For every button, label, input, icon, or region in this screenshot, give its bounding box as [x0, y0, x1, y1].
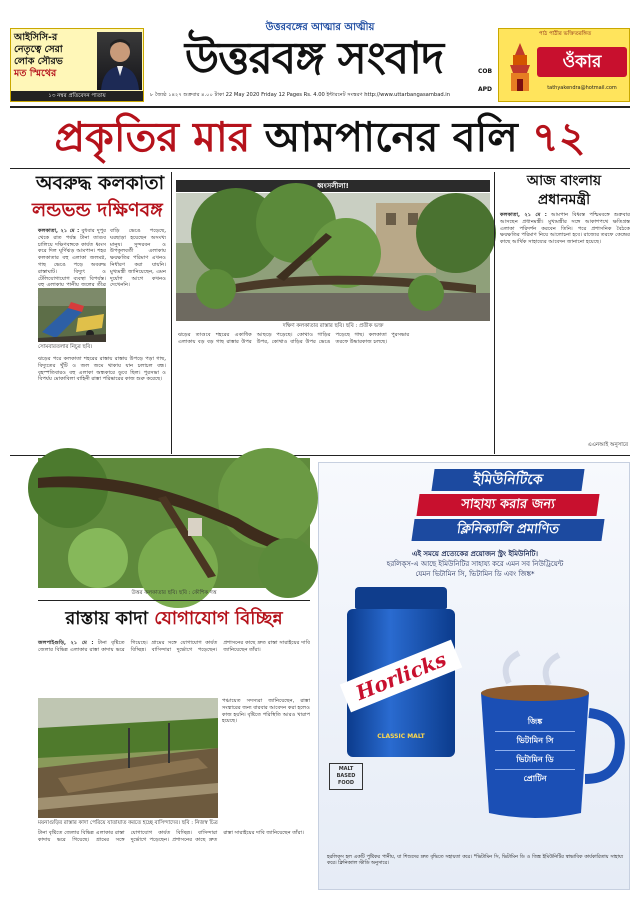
- ad-email[interactable]: tathyakendra@hotmail.com: [547, 85, 617, 91]
- headline-part2: আমপানের বলি: [264, 113, 518, 161]
- story-bottom-title-part2: যোগাযোগ বিচ্ছিন্ন: [154, 608, 283, 629]
- jar-body: [347, 609, 455, 757]
- promo-portrait: [97, 32, 142, 90]
- center-photo-fallen-tree[interactable]: [176, 193, 490, 321]
- lead-text: বুধবার দুপুর থেকে রাত পর্যন্ত টানা তাণ্ডব চালিয়ে দক্ষিণবঙ্গকে কার্যত ধ্বংস করে দিল ঘূর্ণিঝড় আমপান। শহর কলকাতার বহু এলাকা জলমগ্ন, গাছ ভেঙে পড়ে অবরুদ্ধ রাস্তাঘাট। বিদ্যুৎ ও টেলিযোগাযোগ ব্যবস্থা বিপর্যস্ত। বহু এলাকায় পানীয় জলের তীব্র: [38, 228, 107, 289]
- story-bottom-caption: ময়নাগুড়ির রাস্তার কাদা পেরিয়ে যাতায়াত করতে হচ্ছে বাসিন্দাদের। ছবি : নিজস্ব চিত্র: [38, 820, 218, 826]
- story-left-lead: [38, 228, 107, 289]
- photo-wrecked-bus[interactable]: [38, 288, 106, 342]
- story-bottom-extra: পঞ্চায়েত সদস্যরা জানিয়েছেন, রাস্তা সংস্কারের জন্য বারবার আবেদন করা হলেও কাজ হয়নি। বৃষ্টিতে পরিস্থিতি আরও খারাপ হয়েছে।: [222, 698, 310, 725]
- jar-label: CLASSIC MALT: [377, 733, 425, 740]
- ad-brand: ওঁকার: [537, 47, 627, 77]
- column-rule: [171, 172, 172, 454]
- cup-line: ভিটামিন ডি: [495, 751, 575, 770]
- promo-footer: ১৩ নম্বর প্রতিবেদন পাতায়: [11, 91, 143, 101]
- malt-badge: MALT BASED FOOD: [329, 763, 363, 790]
- temple-icon: [505, 41, 535, 93]
- ad-disclaimer: হরলিক্‌স হল একটি পুষ্টিকর পানীয়, যা শিশুদের দ্রুত বৃদ্ধিতে সহায়তা করে। *ভিটামিন সি, ভিটামিন ডি ও জিঙ্ক ইমিউনিটির স্বাভাবিক কার্যকারিতায় সাহায্য করে। ক্লিনিক্যাল স্টাডি অনুসারে।: [327, 855, 623, 867]
- section-rule: [10, 455, 630, 456]
- ad-headline: ক্লিনিক্যালি প্রমাণিত: [411, 519, 604, 541]
- promo-line: আইসিসি-র: [14, 32, 58, 43]
- masthead-title[interactable]: উত্তরবঙ্গ সংবাদ: [184, 33, 444, 84]
- ad-sub-line: যেমন ভিটামিন সি, ভিটামিন ডি এবং জিঙ্ক*: [415, 570, 535, 578]
- cup-line: জিঙ্ক: [495, 713, 575, 732]
- story-right-body: আমপান বিধ্বস্ত পশ্চিমবঙ্গে শুক্রবার আসছেন প্রধানমন্ত্রী। মুখ্যমন্ত্রীর সঙ্গে আকাশপথে ক্ষতিগ্রস্ত এলাকা পরিদর্শন করবেন তিনি। পরে প্রশাসনিক বৈঠকে ক্ষয়ক্ষতির পরিমাণ নিয়ে আলোচনা হবে। রাজ্যের তরফে কেন্দ্রের কাছে আর্থিক সাহায্যের আবেদন জানানো হয়েছে।: [500, 212, 631, 246]
- center-photo-text: ঝড়ের তাণ্ডবে শহরের একাধিক এলাকায় বড় বড় গাছ রাস্তার উপর আছড়ে পড়েছে। কোথাও গাড়ির উপর, কোথাও বাড়ির উপর ভেঙে পড়েছে গাছ। কলকাতা পুরসভার তরফে উদ্ধারকাজ চলছে।: [178, 332, 410, 345]
- promo-name: মত স্মিথের: [14, 68, 57, 79]
- horlicks-logo: Horlicks: [340, 640, 463, 713]
- cup-nutrients: [495, 713, 575, 788]
- story-right-title[interactable]: [498, 172, 630, 210]
- story-bottom-continued: টানা বৃষ্টিতে জেলার বিভিন্ন এলাকার রাস্তা কাদায় ভরে গিয়েছে। গ্রামের সঙ্গে যোগাযোগ কার্যত বিচ্ছিন্ন। বাসিন্দারা দুর্ভোগে পড়েছেন। প্রশাসনের কাছে দ্রুত রাস্তা সারাইয়ের দাবি জানিয়েছেন তাঁরা।: [38, 830, 304, 843]
- right-ad-box[interactable]: [498, 28, 630, 102]
- story-left-title[interactable]: অবরুদ্ধ কলকাতা: [36, 172, 165, 194]
- ad-subtext: [339, 549, 611, 579]
- promo-line: লোক সৌরভ: [14, 56, 63, 67]
- story-bottom-title-part1: রাস্তায় কাদা: [65, 608, 148, 629]
- left-promo-box[interactable]: [10, 28, 144, 102]
- story-bottom-text: [38, 640, 310, 696]
- column-rule: [494, 172, 495, 454]
- headline-part1: প্রকৃতির মার: [54, 113, 251, 161]
- photo-muddy-road[interactable]: [38, 698, 218, 818]
- story-bottom-body: টানা বৃষ্টিতে জেলার বিভিন্ন এলাকার রাস্তা কাদায় ভরে গিয়েছে। গ্রামের সঙ্গে যোগাযোগ কার্যত বিচ্ছিন্ন। বাসিন্দারা দুর্ভোগে পড়েছেন। প্রশাসনের কাছে দ্রুত রাস্তা সারাইয়ের দাবি জানিয়েছেন তাঁরা।: [38, 640, 310, 653]
- headline-rule: [10, 168, 630, 169]
- story-left-col2: বাড়ি ভেঙে পড়েছে, ঘরছাড়া হয়েছেন অসংখ্য মানুষ। সুন্দরবন ও উপকূলবর্তী এলাকায় ক্ষয়ক্ষতির পরিমাণ এখনও নির্ধারণ করা যায়নি। মুখ্যমন্ত্রী জানিয়েছেন, এমন দুর্যোগ আগে কখনও দেখেননি।: [110, 228, 166, 289]
- story-bottom-dateline: জলপাইগুড়ি, ২১ মে :: [38, 640, 94, 646]
- promo-text: [14, 32, 96, 80]
- story-bottom-title[interactable]: [38, 601, 310, 637]
- photo-caption-left: সোমবারতলার নিচুর ছবি।: [38, 344, 93, 350]
- dateline: ৮ জ্যৈষ্ঠ ১৪২৭ শুক্রবার ৪.০০ টাকা 22 May 2020 Friday 12 Pages Rs. 4.00 ইন্টারনেট সংস্করণ http://www.uttarbangasambad.in: [150, 92, 451, 98]
- story-left-subtitle: লন্ডভন্ড দক্ষিণবঙ্গ: [32, 199, 163, 221]
- story-right-text: [500, 212, 630, 438]
- story-right-byline: এএনআই অনুসারে: [587, 442, 628, 448]
- center-photo-label: ধ্বংসলীলা!: [176, 180, 490, 192]
- ad-sub-line: এই সময়ে প্রত্যেকের প্রয়োজন স্ট্রং ইমিউনিটি।: [412, 550, 538, 558]
- lead-dateline: কলকাতা, ২১ মে :: [38, 228, 80, 234]
- edition-code: APD: [478, 86, 493, 93]
- masthead-tagline: উত্তরবঙ্গের আত্মার আত্মীয়: [265, 22, 375, 33]
- ad-sub-line: হরলিক্‌স-এ আছে ইমিউনিটির সাহায্য করে এমন সব নিউট্রিয়েন্ট: [386, 560, 564, 568]
- ad-top-text: পাঠ পাঠীর ভক্তিতরঙ্গিত: [538, 31, 592, 37]
- mid-photo-fallen-tree[interactable]: [38, 458, 310, 588]
- headline-count: ৭২: [532, 113, 586, 161]
- jar-lid: [355, 587, 447, 609]
- story-right-title-line: প্রধানমন্ত্রী: [537, 192, 591, 208]
- ad-headline: ইমিউনিটিকে: [431, 469, 584, 491]
- mid-photo-caption: উত্তর কলকাতার ছবি। ছবি : কৌশিক দত্ত: [131, 590, 217, 596]
- edition-code: COB: [478, 68, 493, 75]
- story-left-bottom: ঝড়ের পরে কলকাতা শহরের রাস্তায় রাস্তায় উপড়ে পড়া গাছ, বিদ্যুতের খুঁটি ও জল জমে থাকায় যান চলাচল বন্ধ। বৃহস্পতিবারও বহু এলাকা অন্ধকারে ডুবে ছিল। পুরসভা ও বিপর্যয় মোকাবিলা বাহিনী রাস্তা পরিষ্কারের কাজ শুরু করেছে।: [38, 356, 166, 383]
- center-photo-caption: দক্ষিণ কলকাতার রাস্তার ছবি। ছবি : প্রতীক ভক্ত: [282, 323, 384, 329]
- cup-line: প্রোটিন: [523, 774, 547, 783]
- horlicks-jar: [341, 587, 461, 757]
- horlicks-ad[interactable]: [318, 462, 630, 890]
- main-headline: [10, 108, 630, 166]
- ad-headline: সাহায্য করার জন্য: [416, 494, 599, 516]
- story-right-dateline: কলকাতা, ২১ মে :: [500, 212, 547, 218]
- horlicks-cup: [469, 663, 625, 823]
- story-right-title-line: আজ বাংলায়: [526, 173, 602, 189]
- cup-line: ভিটামিন সি: [495, 732, 575, 751]
- ad-headline-banner: [411, 469, 605, 545]
- promo-line: নেতৃত্বে সেরা: [14, 44, 63, 55]
